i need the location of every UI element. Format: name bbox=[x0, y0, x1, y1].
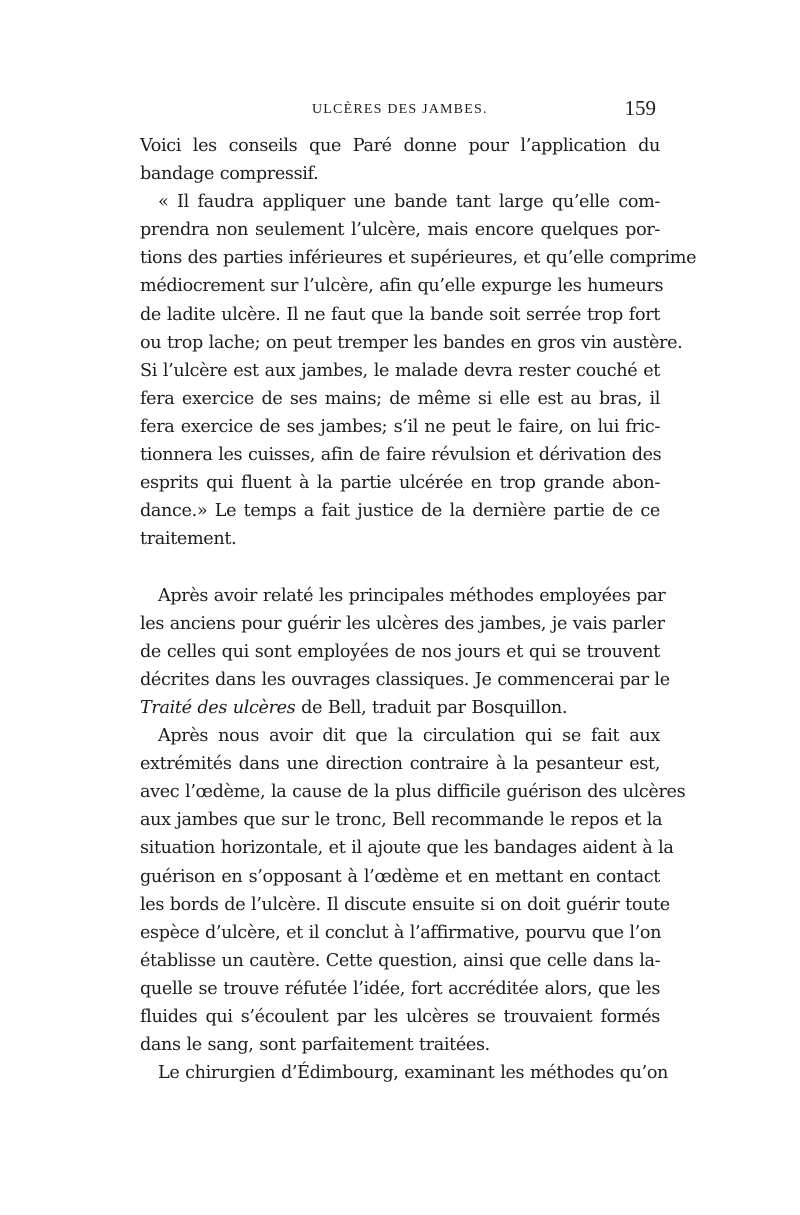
text-line: aux jambes que sur le tronc, Bell recommande le repos et la bbox=[140, 810, 663, 831]
text-line: Si l’ulcère est aux jambes, le malade devra rester couché et bbox=[140, 360, 660, 381]
text-line: de ladite ulcère. Il ne faut que la bande soit serrée trop fort bbox=[140, 304, 660, 325]
text-line: Le chirurgien d’Édimbourg, examinant les méthodes qu’on bbox=[158, 1063, 669, 1084]
book-title: Traité des ulcères bbox=[140, 697, 296, 718]
text-line: « Il faudra appliquer une bande tant large qu’elle com- bbox=[158, 192, 660, 213]
running-head bbox=[140, 96, 660, 124]
running-title: ULCÈRES DES JAMBES. bbox=[312, 102, 488, 117]
text-line: médiocrement sur l’ulcère, afin qu’elle expurge les humeurs bbox=[140, 276, 664, 297]
paragraph-gap bbox=[140, 553, 660, 581]
text-line: avec l’œdème, la cause de la plus difficile guérison des ulcères bbox=[140, 782, 686, 803]
text-line: Voici les conseils que Paré donne pour l’application du bbox=[140, 136, 660, 156]
text-line: les bords de l’ulcère. Il discute ensuite si on doit guérir toute bbox=[140, 894, 670, 915]
text-line: tionnera les cuisses, afin de faire révulsion et dérivation des bbox=[140, 445, 662, 466]
text-line: décrites dans les ouvrages classiques. Je commencerai par le bbox=[140, 669, 670, 690]
text-line: quelle se trouve réfutée l’idée, fort accréditée alors, que les bbox=[140, 978, 660, 999]
text-line: prendra non seulement l’ulcère, mais encore quelques por- bbox=[140, 220, 660, 241]
text-line-rest: de Bell, traduit par Bosquillon. bbox=[295, 697, 568, 718]
body-text bbox=[140, 132, 697, 1087]
text-line: esprits qui fluent à la partie ulcérée en trop grande abon- bbox=[140, 473, 660, 494]
text-line: guérison en s’opposant à l’œdème et en mettant en contact bbox=[140, 866, 660, 887]
text-line: Après nous avoir dit que la circulation qui se fait aux bbox=[158, 726, 660, 747]
text-line: les anciens pour guérir les ulcères des jambes, je vais parler bbox=[140, 613, 665, 634]
text-line-with-title bbox=[140, 694, 660, 722]
text-line: dance.» Le temps a fait justice de la dernière partie de ce bbox=[140, 501, 660, 522]
text-line: fera exercice de ses mains; de même si elle est au bras, il bbox=[140, 388, 660, 409]
text-line: bandage compressif. bbox=[140, 164, 319, 185]
text-line: situation horizontale, et il ajoute que les bandages aident à la bbox=[140, 838, 674, 859]
text-line: fluides qui s’écoulent par les ulcères se trouvaient formés bbox=[140, 1007, 660, 1027]
text-line: espèce d’ulcère, et il conclut à l’affirmative, pourvu que l’on bbox=[140, 922, 662, 943]
text-line: Après avoir relaté les principales méthodes employées par bbox=[158, 585, 666, 606]
text-line: de celles qui sont employées de nos jours et qui se trouvent bbox=[140, 641, 660, 662]
text-line: fera exercice de ses jambes; s’il ne peut le faire, on lui fric- bbox=[140, 416, 660, 437]
text-line: extrémités dans une direction contraire à la pesanteur est, bbox=[140, 754, 660, 775]
text-line: établisse un cautère. Cette question, ainsi que celle dans la- bbox=[140, 950, 661, 971]
text-line: traitement. bbox=[140, 529, 237, 550]
text-line: dans le sang, sont parfaitement traitées. bbox=[140, 1035, 490, 1056]
text-line: tions des parties inférieures et supérieures, et qu’elle comprime bbox=[140, 248, 697, 269]
page-number: 159 bbox=[624, 96, 656, 120]
text-line: ou trop lache; on peut tremper les bandes en gros vin austère. bbox=[140, 332, 683, 353]
